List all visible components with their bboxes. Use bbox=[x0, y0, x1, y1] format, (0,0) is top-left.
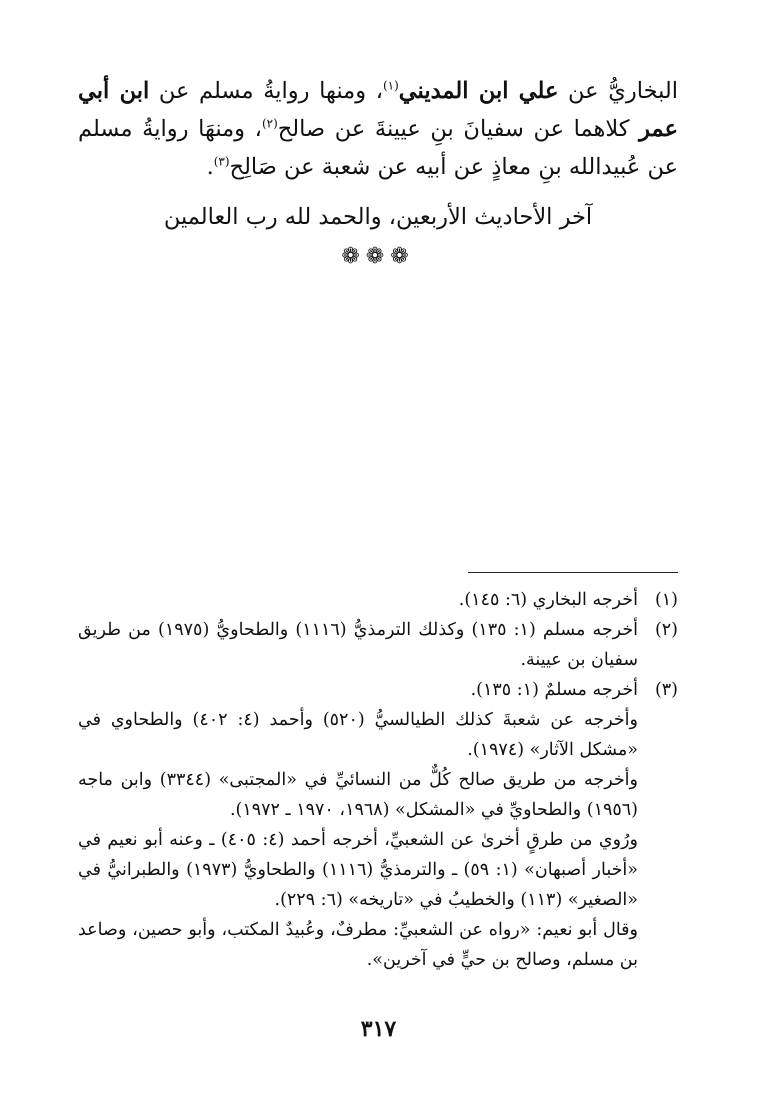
footnote-body bbox=[78, 615, 638, 675]
footnote-body bbox=[78, 585, 638, 615]
ornament-divider: ❁❁❁ bbox=[341, 244, 415, 269]
main-text bbox=[78, 72, 678, 186]
footnote-number: (٢) bbox=[654, 620, 678, 640]
footnote-paragraph: أخرجه مسلمٌ (١: ١٣٥). bbox=[470, 680, 638, 700]
main-text-segment: كلاهما عن سفيانَ بنِ عيينةَ عن صالح bbox=[277, 116, 640, 142]
footnote-ref-3: (٣) bbox=[213, 154, 230, 169]
main-text-segment: . bbox=[206, 154, 214, 180]
footnote-paragraph: أخرجه مسلم (١: ١٣٥) وكذلك الترمذيُّ (١١١٦) والطحاويُّ (١٩٧٥) من طريق سفيان بن عيينة. bbox=[78, 620, 639, 670]
main-text-segment: ، ومنها روايةُ مسلم عن bbox=[149, 78, 383, 104]
footnote-ref-1: (١) bbox=[382, 78, 399, 93]
page-number: ٣١٧ bbox=[360, 1016, 397, 1042]
footnote-number: (١) bbox=[654, 590, 678, 610]
main-text-segment: ، ومنهَا روايةُ مسلم عن عُبيدالله بنِ معاذٍ عن أبيه عن شعبة عن صَالِح bbox=[78, 116, 678, 180]
footnote-item bbox=[78, 675, 678, 975]
main-paragraph bbox=[78, 72, 678, 186]
footnote-paragraph: وقال أبو نعيم: «رواه عن الشعبيِّ: مطرفٌ، وعُبيدٌ المكتب، وأبو حصين، وصاعد بن مسلم، وصالح بن حيٍّ في آخرين». bbox=[78, 920, 638, 970]
footnote-body bbox=[78, 675, 638, 975]
footnote-item bbox=[78, 615, 678, 675]
narrator-name: علي ابن المديني bbox=[398, 78, 559, 104]
footnote-ref-2: (٢) bbox=[261, 116, 278, 131]
footnote-paragraph: وأخرجه من طريق صالح كُلٌّ من النسائيِّ في «المجتبى» (٣٣٤٤) وابن ماجه (١٩٥٦) والطحاويِّ في «المشكل» (١٩٦٨، ١٩٧٠ ـ ١٩٧٢). bbox=[78, 770, 638, 820]
footnote-paragraph: وأخرجه عن شعبةَ كذلك الطيالسيُّ (٥٢٠) وأحمد (٤: ٤٠٢) والطحاوي في «مشكل الآثار» (١٩٧٤). bbox=[78, 710, 638, 760]
footnotes bbox=[78, 585, 678, 975]
footnote-number: (٣) bbox=[654, 680, 678, 700]
closing-line: آخر الأحاديث الأربعين، والحمد لله رب العالمين bbox=[163, 204, 593, 230]
narrator-name: ابن أبي عمر bbox=[78, 78, 678, 142]
footnote-paragraph: ورُوي من طرقٍ أخرىٰ عن الشعبيِّ، أخرجه أحمد (٤: ٤٠٥) ـ وعنه أبو نعيم في «أخبار أصبهان» (١: ٥٩) ـ والترمذيُّ (١١١٦) والطحاويُّ (١٩٧٣) والطبرانيُّ في «الصغير» (١١٣) والخطيبُ في «تاريخه» (٦: ٢٢٩). bbox=[78, 830, 638, 910]
footnote-separator bbox=[468, 572, 678, 573]
footnote-item bbox=[78, 585, 678, 615]
main-text-segment: البخاريُّ عن bbox=[558, 78, 678, 104]
footnote-paragraph: أخرجه البخاري (٦: ١٤٥). bbox=[458, 590, 638, 610]
